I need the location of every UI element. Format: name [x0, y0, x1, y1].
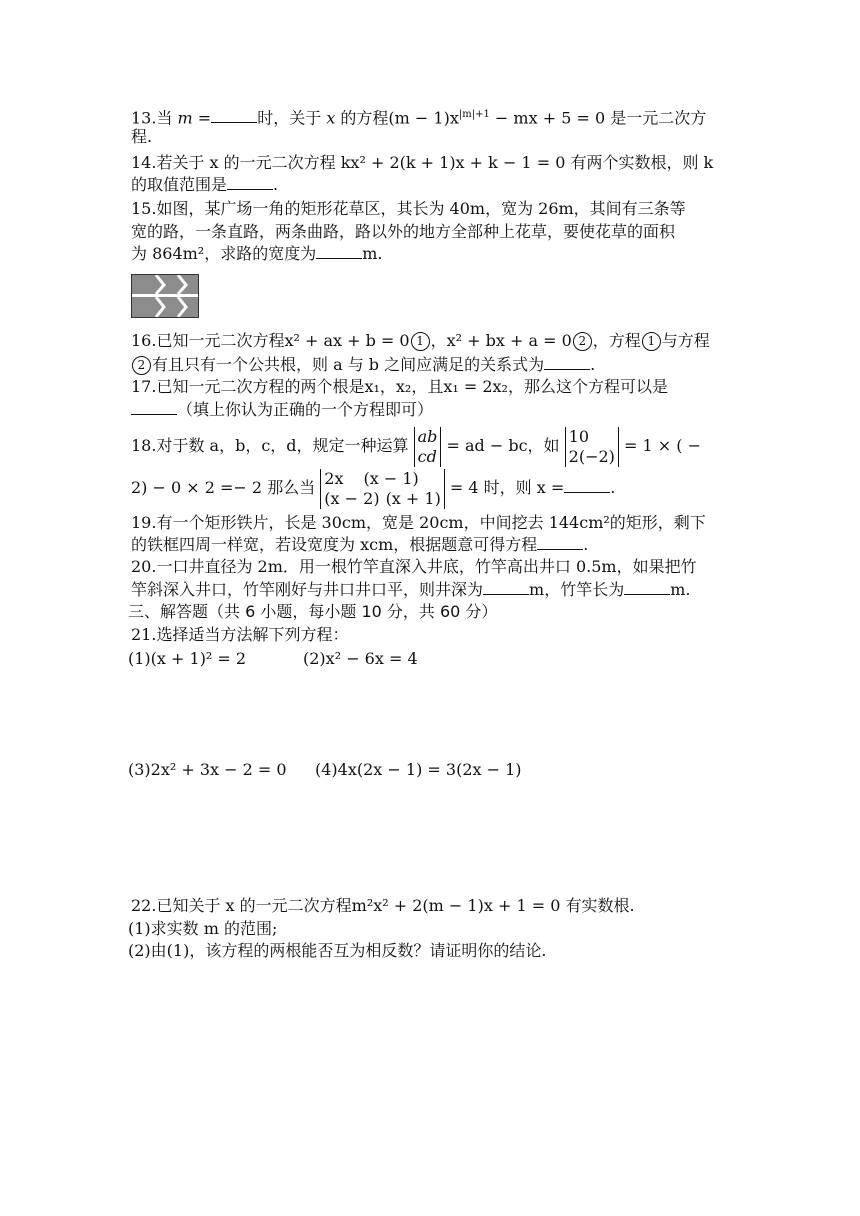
- det1-row2: cd: [417, 446, 437, 466]
- q15-line2: 宽的路，一条直路，两条曲路，路以外的地方全部种上花草，要使花草的面积: [131, 222, 676, 241]
- q17-line2: [131, 399, 433, 421]
- q19-blank[interactable]: [537, 535, 583, 550]
- q22-part2: (2)由(1)，该方程的两根能否互为相反数？请证明你的结论.: [128, 941, 547, 960]
- det3-r1b: (x − 1): [363, 468, 419, 488]
- q13-var-x: x: [326, 108, 336, 128]
- q17-line1: 17.已知一元二次方程的两个根是x₁，x₂，且x₁ = 2x₂，那么这个方程可以是: [131, 377, 668, 396]
- q13-line2: 程.: [131, 127, 153, 146]
- q21-part2: (2)x² − 6x = 4: [303, 649, 418, 668]
- det3-r2a: (x − 2): [324, 488, 380, 508]
- q19-line1: 19.有一个矩形铁片，长是 30cm，宽是 20cm，中间挖去 144cm²的矩形，剩下: [131, 513, 706, 532]
- q22-part1: (1)求实数 m 的范围;: [128, 919, 278, 938]
- q13-rest: 的方程(m − 1)x: [335, 108, 459, 128]
- q22-title: 22.已知关于 x 的一元二次方程m²x² + 2(m − 1)x + 1 = 0 有实数根.: [131, 896, 635, 915]
- q16-line2: [131, 354, 595, 376]
- det3-r2b: (x + 1): [385, 488, 441, 508]
- q14-text: 的取值范围是: [131, 175, 228, 194]
- circled-1b: 1: [642, 332, 661, 351]
- q14-line2: [131, 174, 278, 196]
- q14-line1: 14.若关于 x 的一元二次方程 kx² + 2(k + 1)x + k − 1 = 0 有两个实数根，则 k: [131, 153, 714, 172]
- q13-eq: =: [192, 108, 212, 128]
- q20-text2: m，竹竿长为: [529, 580, 625, 599]
- q17-text: （填上你认为正确的一个方程即可）: [177, 400, 434, 419]
- q15-line3: [131, 243, 382, 265]
- q16-line1: [131, 330, 710, 352]
- q13-var-m: m: [177, 108, 193, 128]
- det3-r1a: 2x: [324, 468, 344, 488]
- q20-text: 竿斜深入井口，竹竿刚好与井口井口平，则井深为: [131, 580, 484, 599]
- q21-part3: (3)2x² + 3x − 2 = 0: [128, 760, 287, 779]
- q20-line2: [131, 579, 690, 601]
- q16-eq2: ，x² + bx + a = 0: [430, 331, 572, 350]
- q21-part1: (1)(x + 1)² = 2: [128, 649, 247, 668]
- q18-end: .: [610, 478, 616, 497]
- q18-det2: [565, 427, 619, 467]
- q18-det1: [414, 427, 442, 467]
- q15-line1: 15.如图，某广场一角的矩形花草区，其长为 40m，宽为 26m，其间有三条等: [131, 199, 686, 218]
- q18-line2: [131, 468, 615, 509]
- q13-exponent: |m|+1: [458, 109, 490, 120]
- q16-text: ，方程: [592, 331, 641, 350]
- q20-unit: m.: [670, 580, 691, 599]
- flowerbed-figure: [131, 274, 199, 318]
- det2-row1: 10: [568, 426, 590, 446]
- q13-text: 13.当: [131, 108, 178, 128]
- q17-blank[interactable]: [131, 400, 177, 415]
- circled-2b: 2: [132, 356, 151, 375]
- q16-end: .: [590, 355, 596, 374]
- q15-text: 为 864m²，求路的宽度为: [131, 244, 317, 263]
- q13-rest2: − mx + 5 = 0 是一元二次方: [489, 108, 707, 128]
- q18-text: 18.对于数 a，b，c，d，规定一种运算: [131, 436, 409, 455]
- q19-end: .: [583, 535, 589, 554]
- det1-row1: ab: [417, 426, 438, 446]
- q18-blank[interactable]: [564, 478, 610, 493]
- q18-text4: 2) − 0 × 2 =− 2 那么当: [131, 478, 316, 497]
- q20-blank2[interactable]: [624, 580, 670, 595]
- q20-line1: 20.一口井直径为 2m．用一根竹竿直深入井底，竹竿高出井口 0.5m，如果把竹: [131, 557, 697, 576]
- q18-text2: = ad − bc，如: [441, 436, 560, 455]
- circled-1: 1: [411, 332, 430, 351]
- q19-text: 的铁框四周一样宽，若设宽度为 xcm，根据题意可得方程: [131, 535, 538, 554]
- q14-end: .: [273, 175, 279, 194]
- q13-blank[interactable]: [211, 108, 257, 123]
- q16-blank[interactable]: [544, 355, 590, 370]
- q13-mid: 时，关于: [257, 108, 327, 128]
- circled-2: 2: [573, 332, 592, 351]
- det2-row2: 2(−2): [568, 446, 615, 466]
- q16-text2: 与方程: [661, 331, 710, 350]
- q18-text5: = 4 时，则 x =: [444, 478, 565, 497]
- q15-unit: m.: [362, 244, 383, 263]
- q15-blank[interactable]: [316, 244, 362, 259]
- q16-text3: 有且只有一个公共根，则 a 与 b 之间应满足的关系式为: [152, 355, 545, 374]
- q14-blank[interactable]: [227, 175, 273, 190]
- q19-line2: [131, 534, 588, 556]
- section-heading: 三、解答题（共 6 小题，每小题 10 分，共 60 分）: [128, 602, 498, 621]
- road-diagram-icon: [132, 275, 198, 317]
- q18-det3: [320, 469, 445, 509]
- q21-part4: (4)4x(2x − 1) = 3(2x − 1): [315, 760, 522, 779]
- q18-text3: = 1 × ( −: [618, 436, 701, 455]
- q13-line1: [131, 104, 706, 129]
- q20-blank1[interactable]: [483, 580, 529, 595]
- q21-title: 21.选择适当方法解下列方程：: [131, 625, 349, 644]
- q16-eq1: 16.已知一元二次方程x² + ax + b = 0: [131, 331, 410, 350]
- q18-line1: [131, 426, 701, 467]
